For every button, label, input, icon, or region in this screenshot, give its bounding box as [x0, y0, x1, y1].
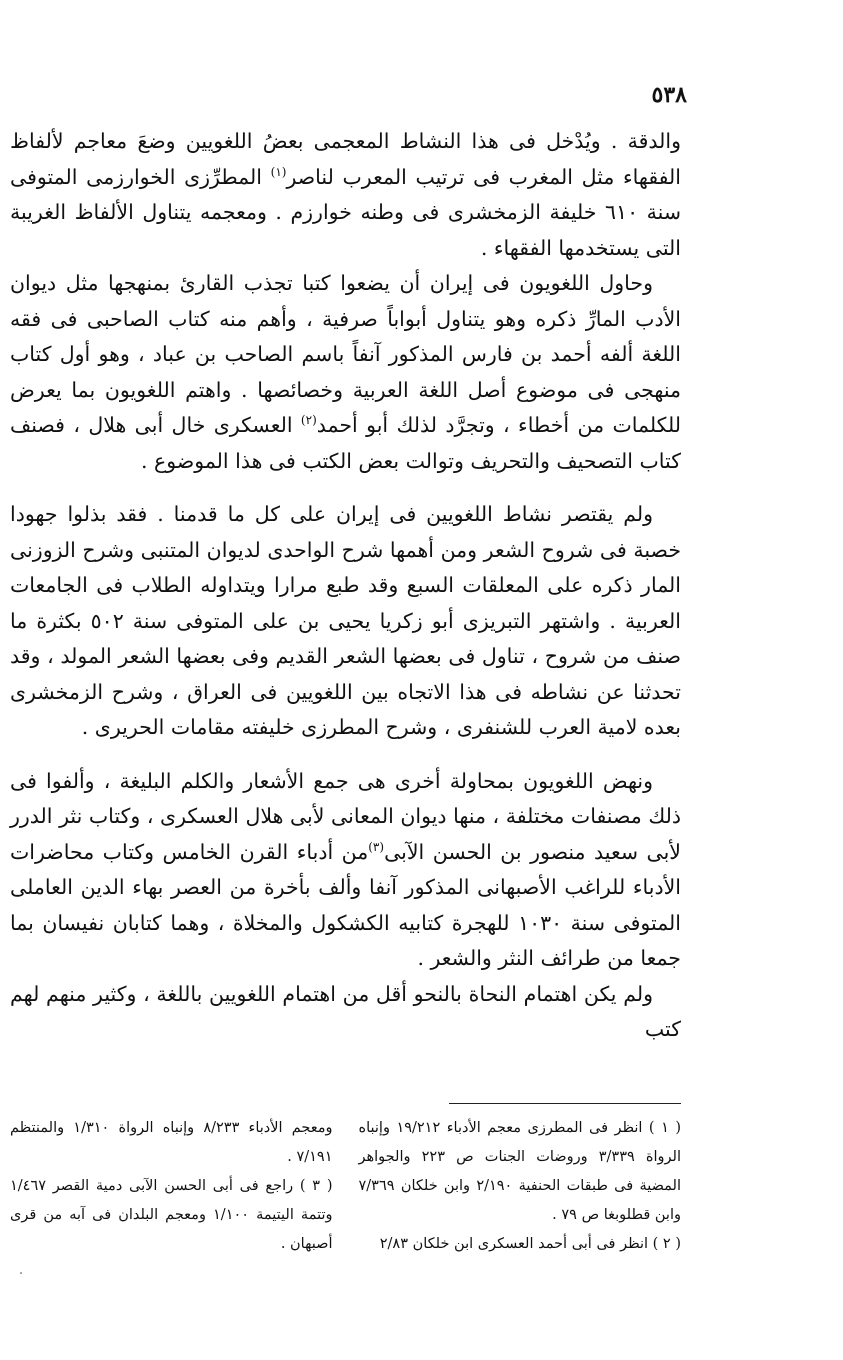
main-text — [10, 124, 681, 1048]
scan-speck — [20, 1272, 22, 1274]
footnote-ref-1: (١) — [270, 164, 287, 179]
footnotes-right-column — [359, 1114, 682, 1259]
paragraph-2-text: وحاول اللغويون فى إيران أن يضعوا كتبا تجذب القارئ بمنهجها مثل ديوان الأدب المارِّ ذكره وهو يتناول أبواباً صرفية ، وأهم منه كتاب الصاحبى فى فقه اللغة ألفه أحمد بن فارس المذكور آنفاً باسم الصاحب بن عباد ، وهو أول كتاب منهجى فى موضوع أصل اللغة العربية وخصائصها . واهتم اللغويون بما يعرض للكلمات من أخطاء ، وتجرَّد لذلك أبو أحمد — [10, 271, 682, 437]
paragraph-1-text-after: المطرِّزى الخوارزمى المتوفى سنة ٦١٠ خليفة الزمخشرى فى وطنه خوارزم . ومعجمه يتناول الألفاظ الغريبة التى يستخدمها الفقهاء . — [10, 164, 681, 260]
paragraph-4-text-after: من أدباء القرن الخامس وكتاب محاضرات الأدباء للراغب الأصبهانى المذكور آنفا وألف بأخرة من العصر بهاء الدين العاملى المتوفى سنة ١٠٣٠ للهجرة كتابيه الكشكول والمخلاة ، وهما كتابان نفيسان بما جمعا من طرائف النثر والشعر . — [10, 839, 681, 970]
paragraph-3-text: ولم يقتصر نشاط اللغويين فى إيران على كل ما قدمنا . فقد بذلوا جهودا خصبة فى شروح الشعر ومن أهمها شرح الواحدى لديوان المتنبى وشرح الزوزنى المار ذكره على المعلقات السبع وقد طبع مرارا ويتداوله الطلاب فى الجامعات العربية . واشتهر التبريزى أبو زكريا يحيى بن على المتوفى سنة ٥٠٢ بكثرة ما صنف من شروح ، تناول فى بعضها الشعر القديم وفى بعضها الشعر المولد ، وقد تحدثنا عن نشاطه فى هذا الاتجاه بين اللغويين فى العراق ، وشرح الزمخشرى بعده لامية العرب للشنفرى ، وشرح المطرزى خليفته مقامات الحريرى . — [10, 502, 681, 739]
paragraph-5 — [10, 977, 681, 1048]
footnotes — [10, 1114, 681, 1259]
paragraph-4 — [10, 764, 681, 977]
page-number: ٥٣٨ — [651, 82, 687, 108]
paragraph-2-text-after: العسكرى خال أبى هلال ، فصنف كتاب التصحيف والتحريف وتوالت بعض الكتب فى هذا الموضوع . — [10, 413, 681, 473]
paragraph-3 — [10, 497, 681, 746]
paragraph-1 — [10, 124, 681, 266]
paragraph-5-text: ولم يكن اهتمام النحاة بالنحو أقل من اهتمام اللغويين باللغة ، وكثير منهم لهم كتب — [10, 981, 681, 1041]
footnote-ref-3: (٣) — [368, 839, 385, 854]
footnote-1: ( ١ ) انظر فى المطرزى معجم الأدباء ١٩/٢١٢ وإنباه الرواة ٣/٣٣٩ وروضات الجنات ص ٢٢٣ والجواهر المضية فى طبقات الحنفية ٢/١٩٠ وابن خلكان ٧/٣٦٩ وابن قطلوبغا ص ٧٩ . — [358, 1120, 681, 1223]
footnotes-left-column — [10, 1114, 333, 1259]
footnote-3: ( ٣ ) راجع فى أبى الحسن الآبى دمية القصر ١/٤٦٧ وتتمة اليتيمة ١/١٠٠ ومعجم البلدان فى آبه من قرى أصبهان . — [10, 1178, 333, 1252]
paragraph-2 — [10, 266, 681, 479]
paragraph-4-text: ونهض اللغويون بمحاولة أخرى هى جمع الأشعار والكلم البليغة ، وألفوا فى ذلك مصنفات مختلفة ، منها ديوان المعانى لأبى هلال العسكرى ، وكتاب نثر الدرر لأبى سعيد منصور بن الحسن الآبى — [10, 768, 681, 864]
footnote-2-continued: ومعجم الأدباء ٨/٢٣٣ وإنباه الرواة ١/٣١٠ والمنتظم ٧/١٩١ . — [10, 1120, 333, 1165]
footnote-ref-2: (٢) — [300, 413, 317, 428]
footnote-separator — [449, 1103, 681, 1104]
footnote-2: ( ٢ ) انظر فى أبى أحمد العسكرى ابن خلكان ٢/٨٣ — [379, 1236, 681, 1252]
paragraph-1-text: والدقة . ويُدْخل فى هذا النشاط المعجمى بعضُ اللغويين وضعَ معاجم لألفاظ الفقهاء مثل المغرب فى ترتيب المعرب لناصر — [10, 129, 681, 189]
